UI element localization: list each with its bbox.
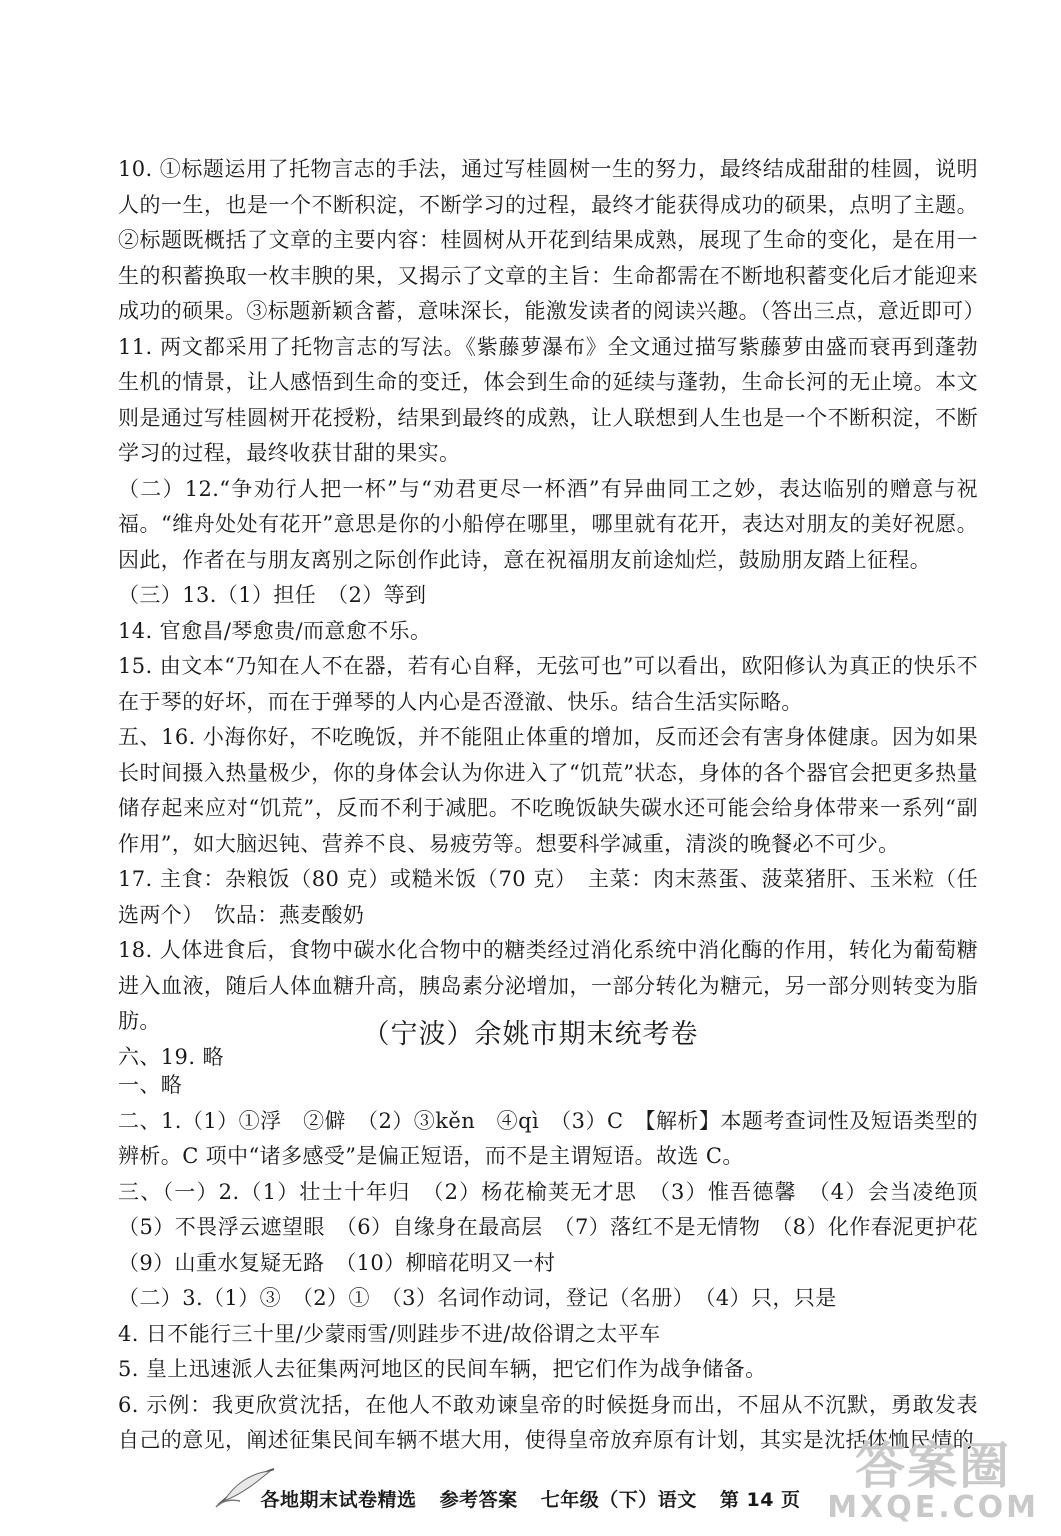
footer-page-number: 第 14 页 [719,1489,801,1511]
answer-q17: 17. 主食：杂粮饭（80 克）或糙米饭（70 克） 主菜：肉末蒸蛋、菠菜猪肝、玉米粒（任选两个） 饮品：燕麦酸奶 [118,867,978,927]
watermark-title: 答案圈 [855,1437,1012,1495]
answer-item-6: 5. 皇上迅速派人去征集两河地区的民间车辆，把它们作为战争储备。 [118,1357,767,1381]
watermark [827,1437,1039,1525]
answer-q14: 14. 官愈昌/琴愈贵/而意愈不乐。 [118,618,432,643]
answer-item-4: （二）3.（1）③ （2）① （3）名词作动词，登记（名册） （4）只，只是 [118,1286,837,1310]
answer-q18: 18. 人体进食后，食物中碳水化合物中的糖类经过消化系统中消化酶的作用，转化为葡萄糖进入血液，随后人体血糖升高，胰岛素分泌增加，一部分转化为糖元，另一部分则转变为脂肪。 [118,938,978,1033]
answer-block-2 [118,1068,1000,1459]
answer-q16: 五、16. 小海你好，不吃晚饭，并不能阻止体重的增加，反而还会有害身体健康。因为如果长时间摄入热量极少，你的身体会认为你进入了“饥荒”状态，身体的各个器官会把更多热量储存起来应对“饥荒”，反而不利于减肥。不吃晚饭缺失碳水还可能会给身体带来一系列“副作用”，如大脑迟钝、营养不良、易疲劳等。想要科学减重，清淡的晚餐必不可少。 [118,725,978,856]
answer-item-1: 一、略 [118,1073,183,1097]
answer-q11: 11. 两文都采用了托物言志的写法。《紫藤萝瀑布》全文通过描写紫藤萝由盛而衰再到蓬勃生机的情景，让人感悟到生命的变迁，体会到生命的延续与蓬勃，生命长河的无止境。本文则是通过写桂圆树开花授粉，结果到最终的成熟，让人联想到人生也是一个不断积淀，不断学习的过程，最终收获甘甜的果实。 [118,334,978,465]
answer-q12: （二）12.“争劝行人把一杯”与“劝君更尽一杯酒”有异曲同工之妙，表达临别的赠意与祝福。“维舟处处有花开”意思是你的小船停在哪里，哪里就有花开，表达对朋友的美好祝愿。因此，作者在与朋友离别之际创作此诗，意在祝福朋友前途灿烂，鼓励朋友踏上征程。 [118,476,978,572]
answer-block-1 [118,152,985,1075]
exam-section-title: （宁波）余姚市期末统考卷 [362,1019,699,1050]
answer-item-2: 二、1.（1）①浮 ②僻 （2）③kěn ④qì （3）C 【解析】本题考查词性及短语类型的辨析。C 项中“诸多感受”是偏正短语，而不是主谓短语。故选 C。 [118,1108,978,1168]
footer-grade-subject: 七年级（下）语文 [540,1489,697,1511]
answer-item-7: 6. 示例：我更欣赏沈括，在他人不敢劝谏皇帝的时候挺身而出，不屈从不沉默，勇敢发表自己的意见，阐述征集民间车辆不堪大用，使得皇帝放弃原有计划，其实是沈括体恤民情的 [118,1392,978,1452]
answer-q13: （三）13.（1）担任 （2）等到 [118,583,427,607]
footer-book-title: 各地期末试卷精选 [260,1489,417,1511]
watermark-url: MXQE.COM [827,1490,1039,1525]
answer-q19: 六、19. 略 [118,1044,224,1069]
answer-q15: 15. 由文本“乃知在人不在器，若有心自释，无弦可也”可以看出，欧阳修认为真正的快乐不在于琴的好坏，而在于弹琴的人内心是否澄澈、快乐。结合生活实际略。 [118,654,978,714]
footer-answers-label: 参考答案 [439,1489,518,1511]
answer-item-3: 三、（一）2.（1）壮士十年归 （2）杨花榆荚无才思 （3）惟吾德馨 （4）会当凌绝顶 （5）不畏浮云遮望眼 （6）自缘身在最高层 （7）落红不是无情物 （8）化作春泥更护花 （9）山重水复疑无路 （10）柳暗花明又一村 [118,1179,1000,1275]
answer-item-5: 4. 日不能行三十里/少蒙雨雪/则跬步不进/故俗谓之太平车 [118,1321,661,1346]
answer-q10: 10. ①标题运用了托物言志的手法，通过写桂圆树一生的努力，最终结成甜甜的桂圆，说明人的一生，也是一个不断积淀，不断学习的过程，最终才能获得成功的硕果，点明了主题。②标题既概括了文章的主要内容：桂圆树从开花到结果成熟，展现了生命的变化，是在用一生的积蓄换取一枚丰腴的果，又揭示了文章的主旨：生命都需在不断地积蓄变化后才能迎来成功的硕果。③标题新颖含蓄，意味深长，能激发读者的阅读兴趣。（答出三点，意近即可） [118,157,985,323]
